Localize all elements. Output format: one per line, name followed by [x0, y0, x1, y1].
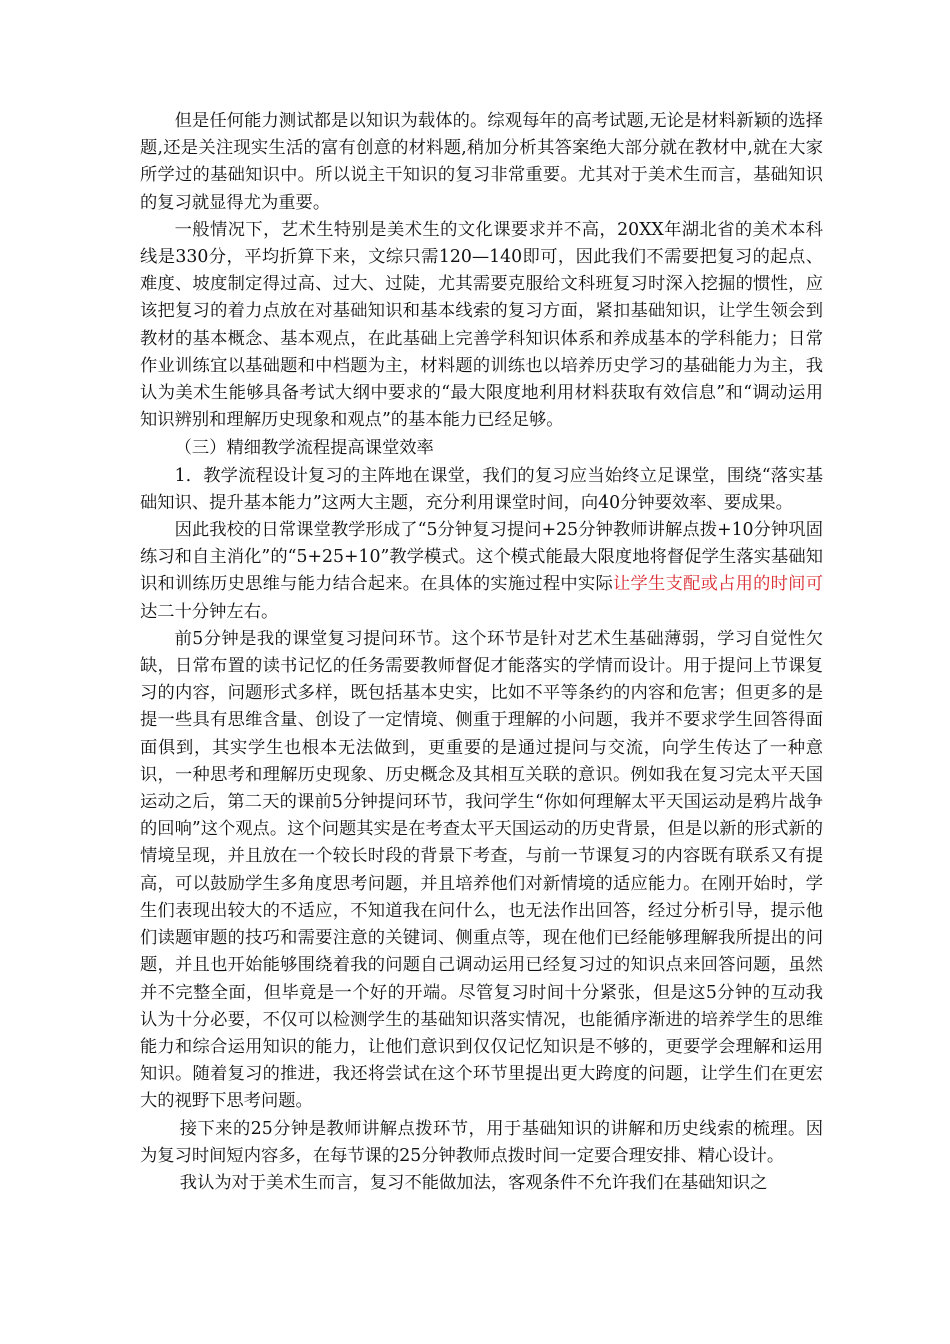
paragraph-teaching-process: 1．教学流程设计复习的主阵地在课堂，我们的复习应当始终立足课堂，围绕“落实基础知识、提升基本能力”这两大主题，充分利用课堂时间，向40分钟要效率、要成果。	[140, 465, 823, 513]
teaching-model-text: 因此我校的日常课堂教学形成了“5分钟复习提问+25分钟教师讲解点拨+10分钟巩固练习和自主消化”的“5+25+10”教学模式。这个模式能最大限度地将督促学生落实基础知识和训练历史思维与能力结合起来。在具体的实施过程中实际	[140, 520, 823, 595]
paragraph-art-student-requirements: 一般情况下，艺术生特别是美术生的文化课要求并不高，20XX年湖北省的美术本科线是330分，平均折算下来，文综只需120—140即可，因此我们不需要把复习的起点、难度、坡度制定得过高、过大、过陡，尤其需要克服给文科班复习时深入挖掘的惯性，应该把复习的着力点放在对基础知识和基本线索的复习方面，紧扣基础知识，让学生领会到教材的基本概念、基本观点，在此基础上完善学科知识体系和养成基本的学科能力；日常作业训练宜以基础题和中档题为主，材料题的训练也以培养历史学习的基础能力为主，我认为美术生能够具备考试大纲中要求的“最大限度地利用材料获取有效信息”和“调动运用知识辨别和理解历史现象和观点”的基本能力已经足够。	[140, 219, 823, 431]
document-body	[140, 108, 823, 1197]
paragraph-five-minute-review: 前5分钟是我的课堂复习提问环节。这个环节是针对艺术生基础薄弱，学习自觉性欠缺，日常布置的读书记忆的任务需要教师督促才能落实的学情而设计。用于提问上节课复习的内容，问题形式多样，既包括基本史实，比如不平等条约的内容和危害；但更多的是提一些具有思维含量、创设了一定情境、侧重于理解的小问题，我并不要求学生回答得面面俱到，其实学生也根本无法做到，更重要的是通过提问与交流，向学生传达了一种意识，一种思考和理解历史现象、历史概念及其相互关联的意识。例如我在复习完太平天国运动之后，第二天的课前5分钟提问环节，我问学生“你如何理解太平天国运动是鸦片战争的回响”这个观点。这个问题其实是在考查太平天国运动的历史背景，但是以新的形式新的情境呈现，并且放在一个较长时段的背景下考查，与前一节课复习的内容既有联系又有提高，可以鼓励学生多角度思考问题，并且培养他们对新情境的适应能力。在刚开始时，学生们表现出较大的不适应，不知道我在问什么，也无法作出回答，经过分析引导，提示他们读题审题的技巧和需要注意的关键词、侧重点等，现在他们已经能够理解我所提出的问题，并且也开始能够围绕着我的问题自己调动运用已经复习过的知识点来回答问题，虽然并不完整全面，但毕竟是一个好的开端。尽管复习时间十分紧张，但是这5分钟的互动我认为十分必要，不仅可以检测学生的基础知识落实情况，也能循序渐进的培养学生的思维能力和综合运用知识的能力，让他们意识到仅仅记忆知识是不够的，更要学会理解和运用知识。随着复习的推进，我还将尝试在这个环节里提出更大跨度的问题，让学生们在更宏大的视野下思考问题。	[140, 628, 823, 1112]
section-heading: （三）精细教学流程提高课堂效率	[174, 438, 434, 459]
paragraph-teacher-explanation: 接下来的25分钟是教师讲解点拨环节，用于基础知识的讲解和历史线索的梳理。因为复习时间短内容多，在每节课的25分钟教师点拨时间一定要合理安排、精心设计。	[140, 1118, 823, 1166]
paragraph-knowledge-basis: 但是任何能力测试都是以知识为载体的。综观每年的高考试题,无论是材料新颖的选择题,还是关注现实生活的富有创意的材料题,稍加分析其答案绝大部分就在教材中,就在大家所学过的基础知识中。所以说主干知识的复习非常重要。尤其对于美术生而言，基础知识的复习就显得尤为重要。	[140, 111, 823, 213]
teaching-model-text-end: 达二十分钟左右。	[140, 601, 279, 622]
highlighted-text: 让学生支配或占用的时间可	[613, 574, 823, 595]
paragraph-no-addition: 我认为对于美术生而言，复习不能做加法，客观条件不允许我们在基础知识之	[179, 1172, 768, 1193]
paragraph-teaching-model	[140, 517, 823, 626]
